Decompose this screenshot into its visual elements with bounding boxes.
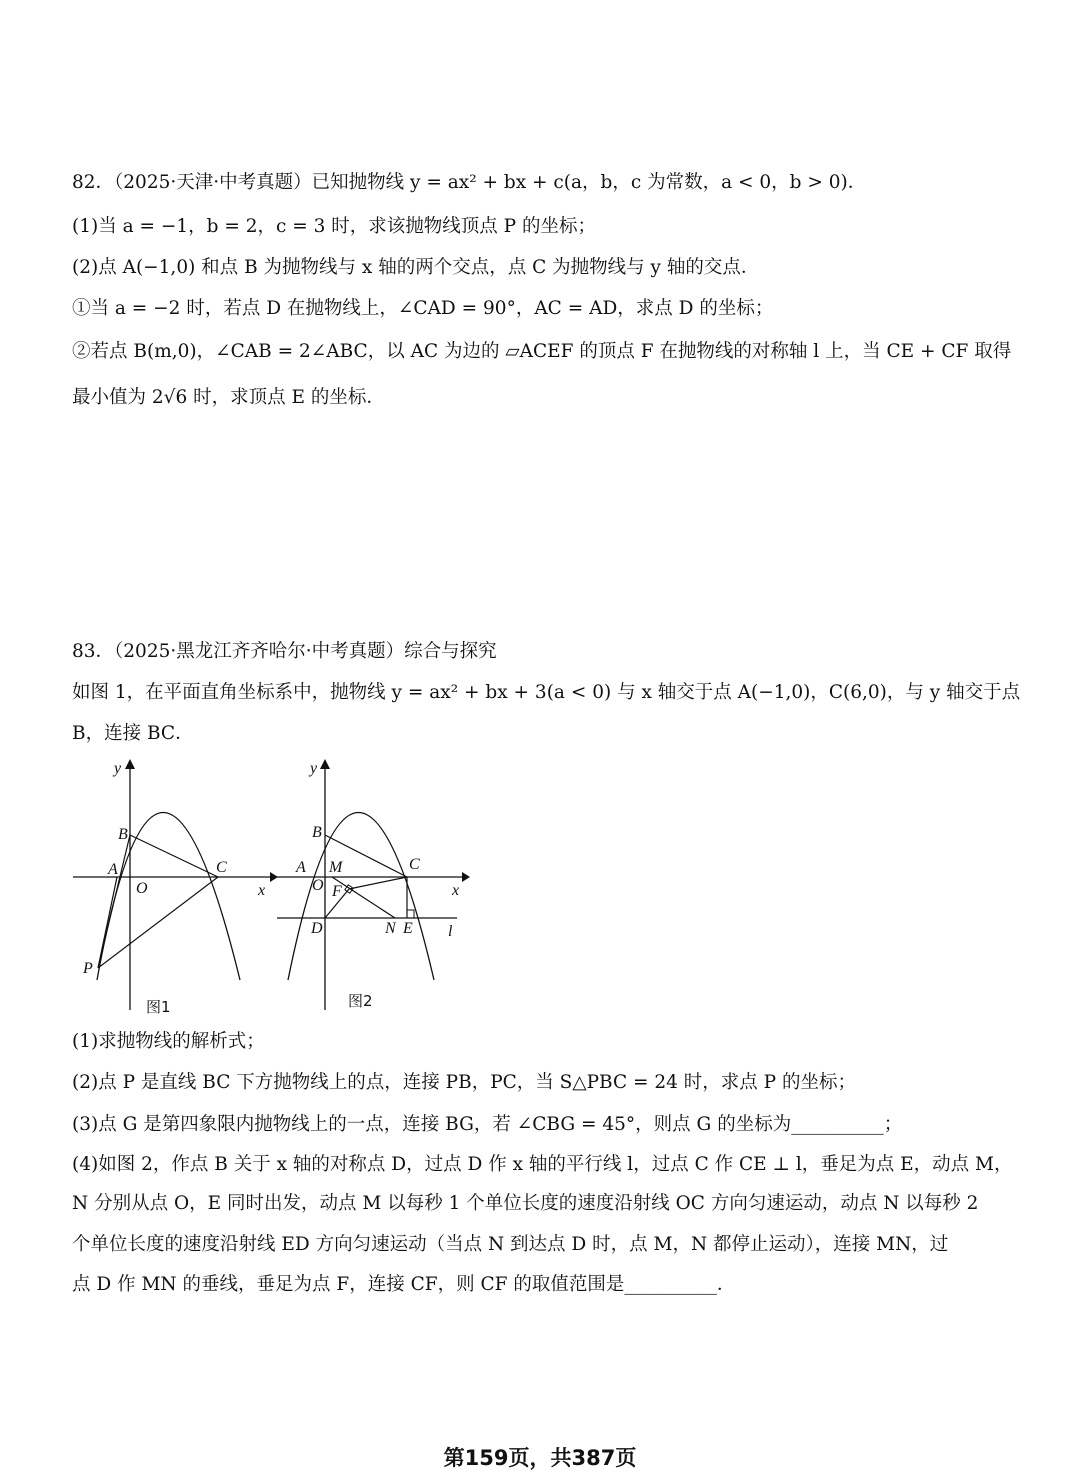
fig2-point-c: C [409,856,420,873]
q83-stem: 如图 1，在平面直角坐标系中，抛物线 y = ax² + bx + 3(a < 0) 与 x 轴交于点 A(−1,0)，C(6,0)，与 y 轴交于点 [72,682,1021,703]
q83-part4-line4: 点 D 作 MN 的垂线，垂足为点 F，连接 CF，则 CF 的取值范围是__________． [72,1274,736,1295]
fig2-point-a: A [296,859,306,876]
fig1-caption: 图1 [146,998,171,1016]
fig2-point-b: B [312,824,322,841]
fig1-point-a: A [108,861,118,878]
fig2-point-e: E [403,920,413,937]
fig2-caption: 图2 [348,992,373,1010]
q83-part3: (3)点 G 是第四象限内抛物线上的一点，连接 BG，若 ∠CBG = 45°，则点 G 的坐标为__________； [72,1114,903,1135]
fig2-x-label: x [452,882,460,899]
q83-title: 83．（2025·黑龙江齐齐哈尔·中考真题）综合与探究 [72,641,497,662]
q82-stem: 82．（2025·天津·中考真题）已知抛物线 y = ax² + bx + c(a，b，c 为常数，a < 0，b > 0)． [72,172,867,193]
q83-part4-line2: N 分别从点 O，E 同时出发，动点 M 以每秒 1 个单位长度的速度沿射线 OC 方向匀速运动，动点 N 以每秒 2 [72,1193,979,1214]
fig1-point-p: P [83,960,93,977]
fig2-point-m: M [329,859,343,876]
figure-1 [70,755,280,1020]
q83-part1: (1)求抛物线的解析式； [72,1031,265,1052]
page-footer: 第159页，共387页 [443,1446,637,1470]
fig1-x-label: x [258,882,266,899]
q82-part1: (1)当 a = −1，b = 2，c = 3 时，求该抛物线顶点 P 的坐标； [72,216,597,237]
q82-part2: (2)点 A(−1,0) 和点 B 为抛物线与 x 轴的两个交点，点 C 为抛物线与 y 轴的交点． [72,257,760,278]
q82-part2-sub2-cont: 最小值为 2√6 时，求顶点 E 的坐标． [72,387,385,408]
fig2-line-l: l [448,923,453,940]
q83-part4: (4)如图 2，作点 B 关于 x 轴的对称点 D，过点 D 作 x 轴的平行线 l，过点 C 作 CE ⊥ l，垂足为点 E，动点 M， [72,1154,1013,1175]
fig2-point-f: F [332,883,342,900]
q83-stem-cont: B，连接 BC． [72,723,194,744]
fig2-point-n: N [385,920,396,937]
q83-part2: (2)点 P 是直线 BC 下方抛物线上的点，连接 PB，PC，当 S△PBC = 24 时，求点 P 的坐标； [72,1072,857,1093]
figure-2 [272,755,472,1020]
fig1-y-label: y [114,760,122,777]
q82-part2-sub2: ②若点 B(m,0)，∠CAB = 2∠ABC，以 AC 为边的 ▱ACEF 的顶点 F 在抛物线的对称轴 l 上，当 CE + CF 取得 [72,341,1012,362]
q82-part2-sub1: ①当 a = −2 时，若点 D 在抛物线上，∠CAD = 90°，AC = AD，求点 D 的坐标； [72,298,774,319]
fig1-point-b: B [118,826,128,843]
fig1-point-o: O [136,880,148,897]
q83-part4-line3: 个单位长度的速度沿射线 ED 方向匀速运动（当点 N 到达点 D 时，点 M，N 都停止运动），连接 MN，过 [72,1234,949,1255]
fig2-point-d: D [311,920,323,937]
fig2-point-o: O [312,877,324,894]
fig2-y-label: y [310,760,318,777]
fig1-point-c: C [216,859,227,876]
